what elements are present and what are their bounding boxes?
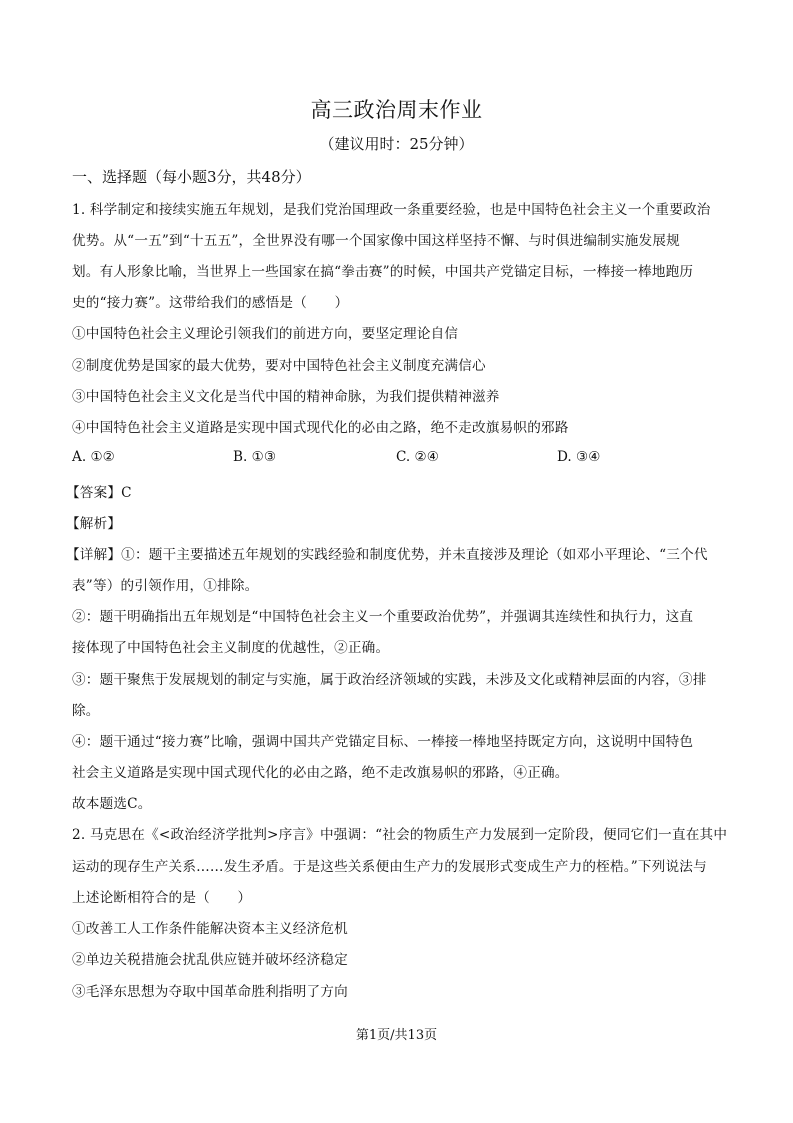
question-1-option-a: A. ①②	[72, 449, 115, 465]
question-1-analysis-label: 【解析】	[66, 516, 122, 532]
question-1-analysis-line: 除。	[72, 703, 100, 719]
question-1-item: ①中国特色社会主义理论引领我们的前进方向，要坚定理论自信	[72, 326, 459, 342]
question-1-analysis-line: 表”等）的引领作用，①排除。	[72, 578, 259, 594]
question-1-analysis-line: ②：题干明确指出五年规划是“中国特色社会主义一个重要政治优势”，并强调其连续性和执行力，这直	[72, 609, 694, 625]
question-2-stem-line: 运动的现存生产关系……发生矛盾。于是这些关系便由生产力的发展形式变成生产力的桎梏。”下列说法与	[72, 859, 707, 875]
question-2-item: ③毛泽东思想为夺取中国革命胜利指明了方向	[72, 984, 348, 1000]
question-2-stem-line: 2. 马克思在《<政治经济学批判>序言》中强调：“社会的物质生产力发展到一定阶段，便同它们一直在其中	[72, 827, 728, 843]
question-1-analysis-line: ③：题干聚焦于发展规划的制定与实施，属于政治经济领域的实践，未涉及文化或精神层面的内容，③排	[72, 672, 707, 688]
question-1-analysis-line: 故本题选C。	[72, 796, 152, 812]
question-1-analysis-line: 【详解】①：题干主要描述五年规划的实践经验和制度优势，并未直接涉及理论（如邓小平理论、“三个代	[66, 547, 708, 563]
question-1-item: ③中国特色社会主义文化是当代中国的精神命脉，为我们提供精神滋养	[72, 389, 500, 405]
question-1-option-d: D. ③④	[557, 449, 601, 465]
question-1-option-c: C. ②④	[396, 449, 439, 465]
question-1-stem-line: 史的“接力赛”。这带给我们的感悟是（ ）	[72, 295, 349, 311]
question-2-stem-line: 上述论断相符合的是（ ）	[72, 890, 252, 906]
page-footer: 第1页/共13页	[355, 1028, 438, 1043]
question-1-item: ②制度优势是国家的最大优势，要对中国特色社会主义制度充满信心	[72, 358, 486, 374]
question-1-option-b: B. ①③	[233, 449, 277, 465]
question-2-item: ①改善工人工作条件能解决资本主义经济危机	[72, 921, 348, 937]
question-1-stem-line: 优势。从“一五”到“十五五”，全世界没有哪一个国家像中国这样坚持不懈、与时俱进编制实施发展规	[72, 233, 680, 249]
page-title: 高三政治周末作业	[310, 98, 483, 122]
question-1-item: ④中国特色社会主义道路是实现中国式现代化的必由之路，绝不走改旗易帜的邪路	[72, 420, 569, 436]
question-1-answer: 【答案】C	[66, 485, 132, 501]
question-2-item: ②单边关税措施会扰乱供应链并破坏经济稳定	[72, 952, 348, 968]
question-1-analysis-line: ④：题干通过“接力赛”比喻，强调中国共产党锚定目标、一棒接一棒地坚持既定方向，这说明中国特色	[72, 734, 694, 750]
question-1-analysis-line: 接体现了中国特色社会主义制度的优越性，②正确。	[72, 640, 390, 656]
question-1-analysis-line: 社会主义道路是实现中国式现代化的必由之路，绝不走改旗易帜的邪路，④正确。	[72, 765, 569, 781]
question-1-stem-line: 1. 科学制定和接续实施五年规划，是我们党治国理政一条重要经验，也是中国特色社会主义一个重要政治	[72, 202, 711, 218]
page-subtitle: （建议用时：25分钟）	[319, 135, 474, 153]
question-1-stem-line: 划。有人形象比喻，当世界上一些国家在搞“拳击赛”的时候，中国共产党锚定目标，一棒接一棒地跑历	[72, 264, 694, 280]
section-heading: 一、选择题（每小题3分，共48分）	[72, 168, 311, 186]
